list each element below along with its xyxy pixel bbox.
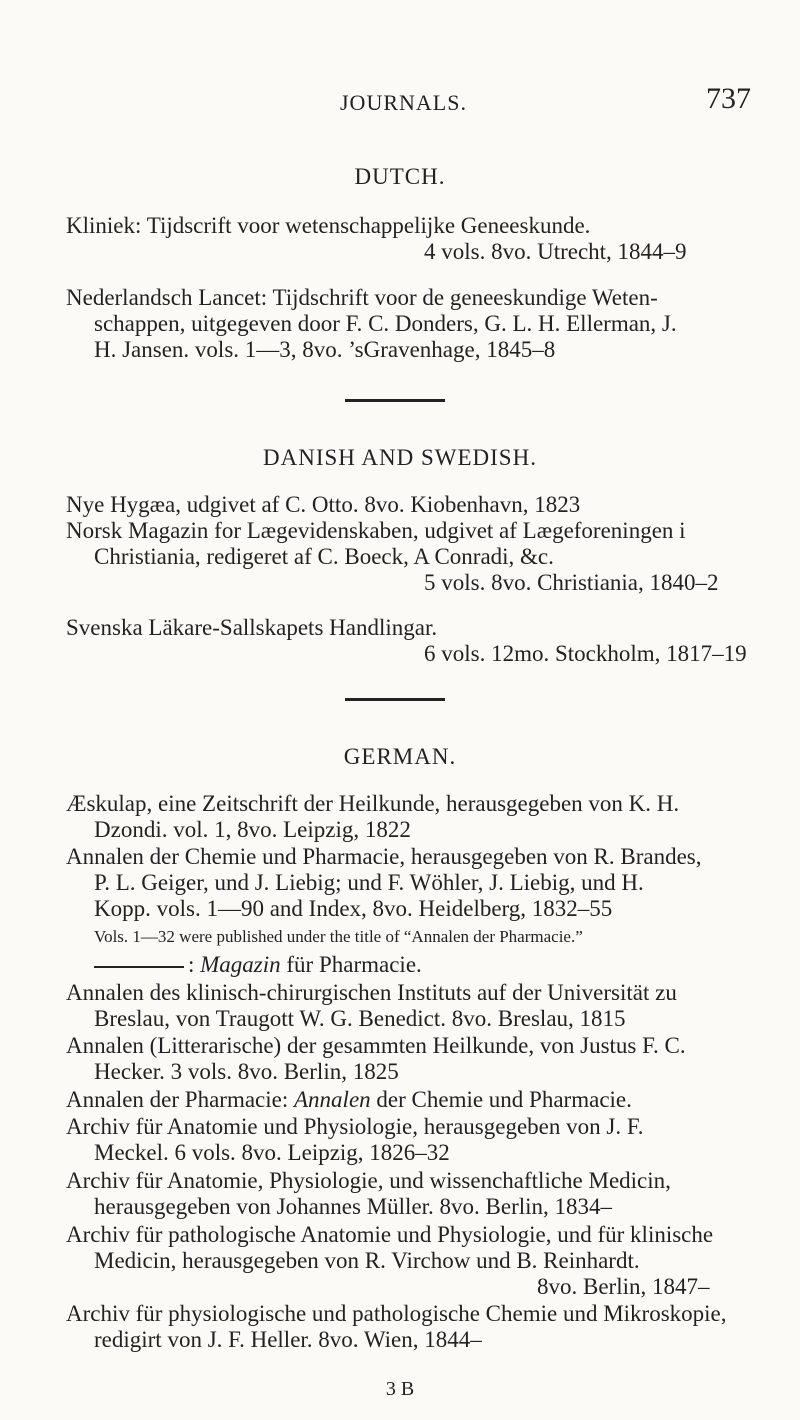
entry-line: schappen, uitgegeven door F. C. Donders, G. L. H. Ellerman, J. xyxy=(94,311,677,336)
entry-line: Breslau, von Traugott W. G. Benedict. 8vo. Breslau, 1815 xyxy=(94,1006,626,1031)
entry-line: Nederlandsch Lancet: Tijdschrift voor de geneeskundige Weten- xyxy=(66,285,658,310)
entry-line: Æskulap, eine Zeitschrift der Heilkunde, herausgegeben von K. H. xyxy=(66,791,680,816)
entry-line: Kopp. vols. 1—90 and Index, 8vo. Heidelberg, 1832–55 xyxy=(94,896,613,921)
entry-line: Nye Hygæa, udgivet af C. Otto. 8vo. Kiobenhavn, 1823 xyxy=(66,492,581,517)
entry-line: herausgegeben von Johannes Müller. 8vo. Berlin, 1834– xyxy=(94,1194,613,1219)
entry-line: Meckel. 6 vols. 8vo. Leipzig, 1826–32 xyxy=(94,1140,450,1165)
entry-line: Dzondi. vol. 1, 8vo. Leipzig, 1822 xyxy=(94,817,411,842)
entry-line: Annalen des klinisch-chirurgischen Instituts auf der Universität zu xyxy=(66,980,677,1005)
entry-line: P. L. Geiger, und J. Liebig; und F. Wöhler, J. Liebig, und H. xyxy=(94,870,644,895)
entry-text: der Chemie und Pharmacie. xyxy=(370,1087,632,1112)
entry-line: 6 vols. 12mo. Stockholm, 1817–19 xyxy=(424,641,747,666)
entry-line: Norsk Magazin for Lægevidenskaben, udgivet af Lægeforeningen i xyxy=(66,518,686,543)
ditto-colon: : xyxy=(188,952,201,977)
signature-mark: 3 B xyxy=(385,1378,415,1400)
section-divider xyxy=(345,698,445,701)
entry-line: Kliniek: Tijdscrift voor wetenschappelijke Geneeskunde. xyxy=(66,213,591,238)
entry-line: 8vo. Berlin, 1847– xyxy=(537,1274,710,1299)
italic-title: Magazin xyxy=(200,952,281,977)
entry-line: Hecker. 3 vols. 8vo. Berlin, 1825 xyxy=(94,1059,399,1084)
section-heading-dutch: DUTCH. xyxy=(354,164,446,189)
entry-line: Archiv für Anatomie, Physiologie, und wissenchaftliche Medicin, xyxy=(66,1168,671,1193)
section-heading-danish-swedish: DANISH AND SWEDISH. xyxy=(263,445,537,470)
entry-line: redigirt von J. F. Heller. 8vo. Wien, 1844– xyxy=(94,1327,482,1352)
entry-line: Archiv für Anatomie und Physiologie, herausgegeben von J. F. xyxy=(66,1114,644,1139)
italic-title: Annalen xyxy=(294,1087,371,1112)
running-head xyxy=(0,82,800,122)
entry-line xyxy=(66,1086,632,1114)
entry-line: 4 vols. 8vo. Utrecht, 1844–9 xyxy=(424,239,687,264)
section-heading-german: GERMAN. xyxy=(343,744,457,769)
section-divider xyxy=(345,399,445,402)
entry-line: Svenska Läkare-Sallskapets Handlingar. xyxy=(66,615,438,640)
entry-line: Annalen der Chemie und Pharmacie, herausgegeben von R. Brandes, xyxy=(66,844,702,869)
entry-line: Medicin, herausgegeben von R. Virchow und B. Reinhardt. xyxy=(94,1248,640,1273)
footnote-line: Vols. 1—32 were published under the title of “Annalen der Pharmacie.” xyxy=(94,927,583,946)
entry-line: Archiv für pathologische Anatomie und Physiologie, und für klinische xyxy=(66,1222,714,1247)
entry-line: Annalen (Litterarische) der gesammten Heilkunde, von Justus F. C. xyxy=(66,1033,686,1058)
entry-text: Annalen der Pharmacie: xyxy=(66,1087,294,1112)
page-number: 737 xyxy=(706,82,751,115)
running-title: JOURNALS. xyxy=(340,90,467,115)
entry-line xyxy=(94,951,422,979)
entry-line: Christiania, redigeret af C. Boeck, A Conradi, &c. xyxy=(94,544,554,569)
entry-line: Archiv für physiologische und pathologische Chemie und Mikroskopie, xyxy=(66,1301,727,1326)
ditto-dash xyxy=(94,966,184,968)
entry-line: 5 vols. 8vo. Christiania, 1840–2 xyxy=(424,570,719,595)
entry-text: für Pharmacie. xyxy=(280,952,422,977)
entry-line: H. Jansen. vols. 1—3, 8vo. ’sGravenhage, 1845–8 xyxy=(94,337,556,362)
